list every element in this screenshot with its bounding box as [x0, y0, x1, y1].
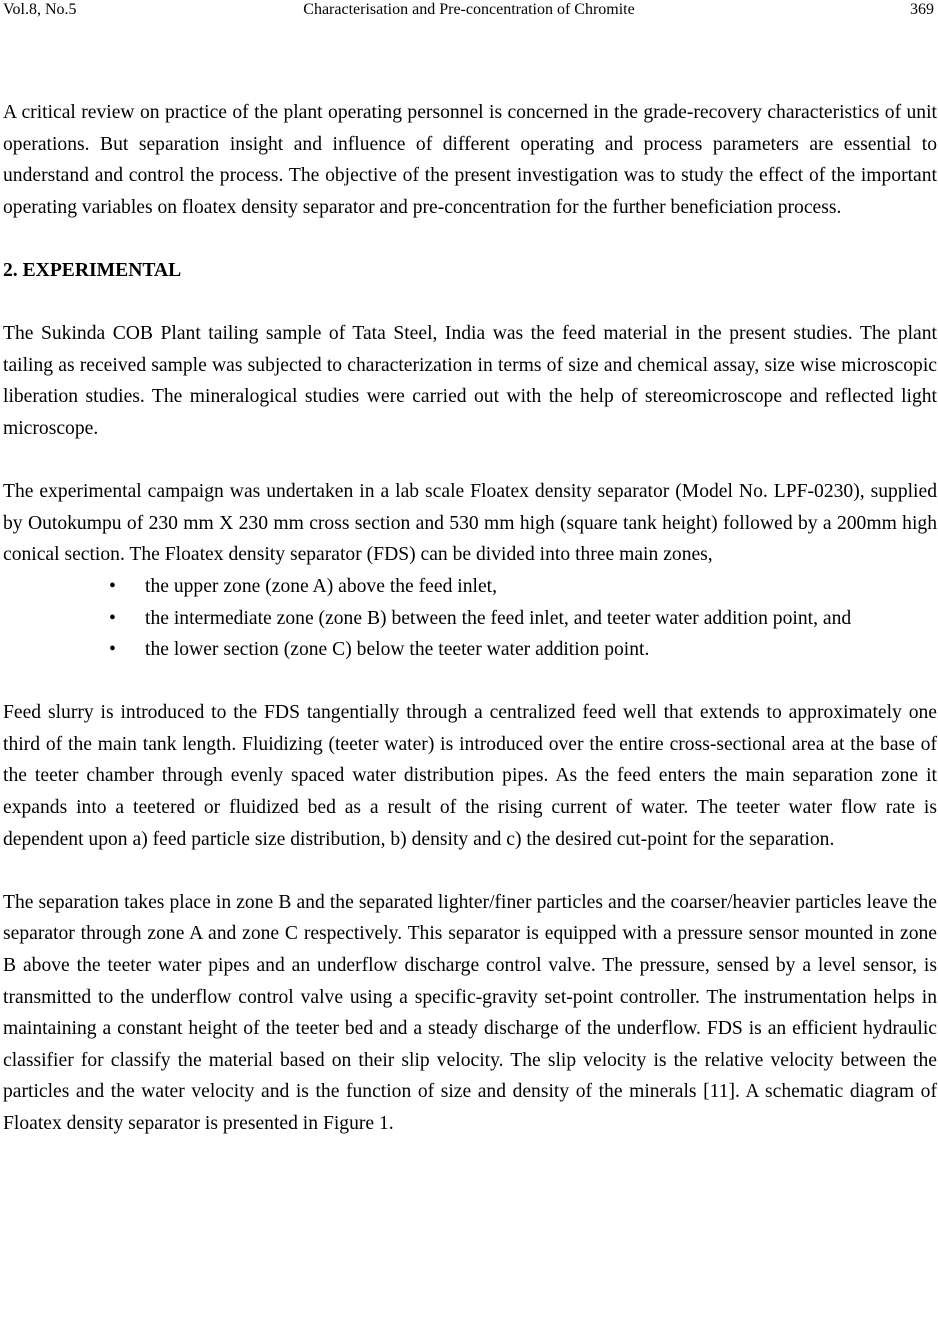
- list-item: [3, 603, 937, 635]
- sample-paragraph: The Sukinda COB Plant tailing sample of Tata Steel, India was the feed material in the present studies. The plant tailing as received sample was subjected to characterization in terms of size and chemical assay, size wise microscopic liberation studies. The mineralogical studies were carried out with the help of stereomicroscope and reflected light microscope.: [3, 323, 937, 439]
- zone-item-text: the lower section (zone C) below the teeter water addition point.: [145, 639, 650, 661]
- list-item: [3, 571, 937, 603]
- campaign-paragraph: The experimental campaign was undertaken in a lab scale Floatex density separator (Model No. LPF-0230), supplied by Outokumpu of 230 mm X 230 mm cross section and 530 mm high (square tank height) followed by a 200mm high conical section. The Floatex density separator (FDS) can be divided into three main zones,: [3, 481, 937, 566]
- zone-list: [3, 571, 937, 666]
- running-header: [0, 0, 938, 22]
- page-number: 369: [910, 1, 934, 18]
- separation-paragraph: The separation takes place in zone B and the separated lighter/finer particles and the coarser/heavier particles leave the separator through zone A and zone C respectively. This separator is equipped with a pressure sensor mounted in zone B above the teeter water pipes and an underflow discharge control valve. The pressure, sensed by a level sensor, is transmitted to the underflow control valve using a specific-gravity set-point controller. The instrumentation helps in maintaining a constant height of the teeter bed and a steady discharge of the underflow. FDS is an efficient hydraulic classifier for classify the material based on their slip velocity. The slip velocity is the relative velocity between the particles and the water velocity and is the function of size and density of the minerals [11]. A schematic diagram of Floatex density separator is presented in Figure 1.: [3, 891, 937, 1134]
- bullet-icon: •: [109, 575, 116, 597]
- running-title: Characterisation and Pre-concentration of Chromite: [303, 1, 635, 18]
- section-heading: 2. EXPERIMENTAL: [3, 259, 182, 281]
- zone-item-text: the upper zone (zone A) above the feed inlet,: [145, 575, 497, 597]
- zone-item-text: the intermediate zone (zone B) between the feed inlet, and teeter water addition point, and: [145, 607, 852, 629]
- bullet-icon: •: [109, 639, 116, 661]
- body-text: [3, 97, 937, 1140]
- bullet-icon: •: [109, 607, 116, 629]
- journal-volume: Vol.8, No.5: [3, 1, 77, 18]
- list-item: [3, 634, 937, 666]
- feed-paragraph: Feed slurry is introduced to the FDS tangentially through a centralized feed well that extends to approximately one third of the main tank length. Fluidizing (teeter water) is introduced over the entire cross-sectional area at the base of the teeter chamber through evenly spaced water distribution pipes. As the feed enters the main separation zone it expands into a teetered or fluidized bed as a result of the rising current of water. The teeter water flow rate is dependent upon a) feed particle size distribution, b) density and c) the desired cut-point for the separation.: [3, 702, 937, 850]
- intro-paragraph: A critical review on practice of the plant operating personnel is concerned in the grade-recovery characteristics of unit operations. But separation insight and influence of different operating and process parameters are essential to understand and control the process. The objective of the present investigation was to study the effect of the important operating variables on floatex density separator and pre-concentration for the further beneficiation process.: [3, 102, 937, 218]
